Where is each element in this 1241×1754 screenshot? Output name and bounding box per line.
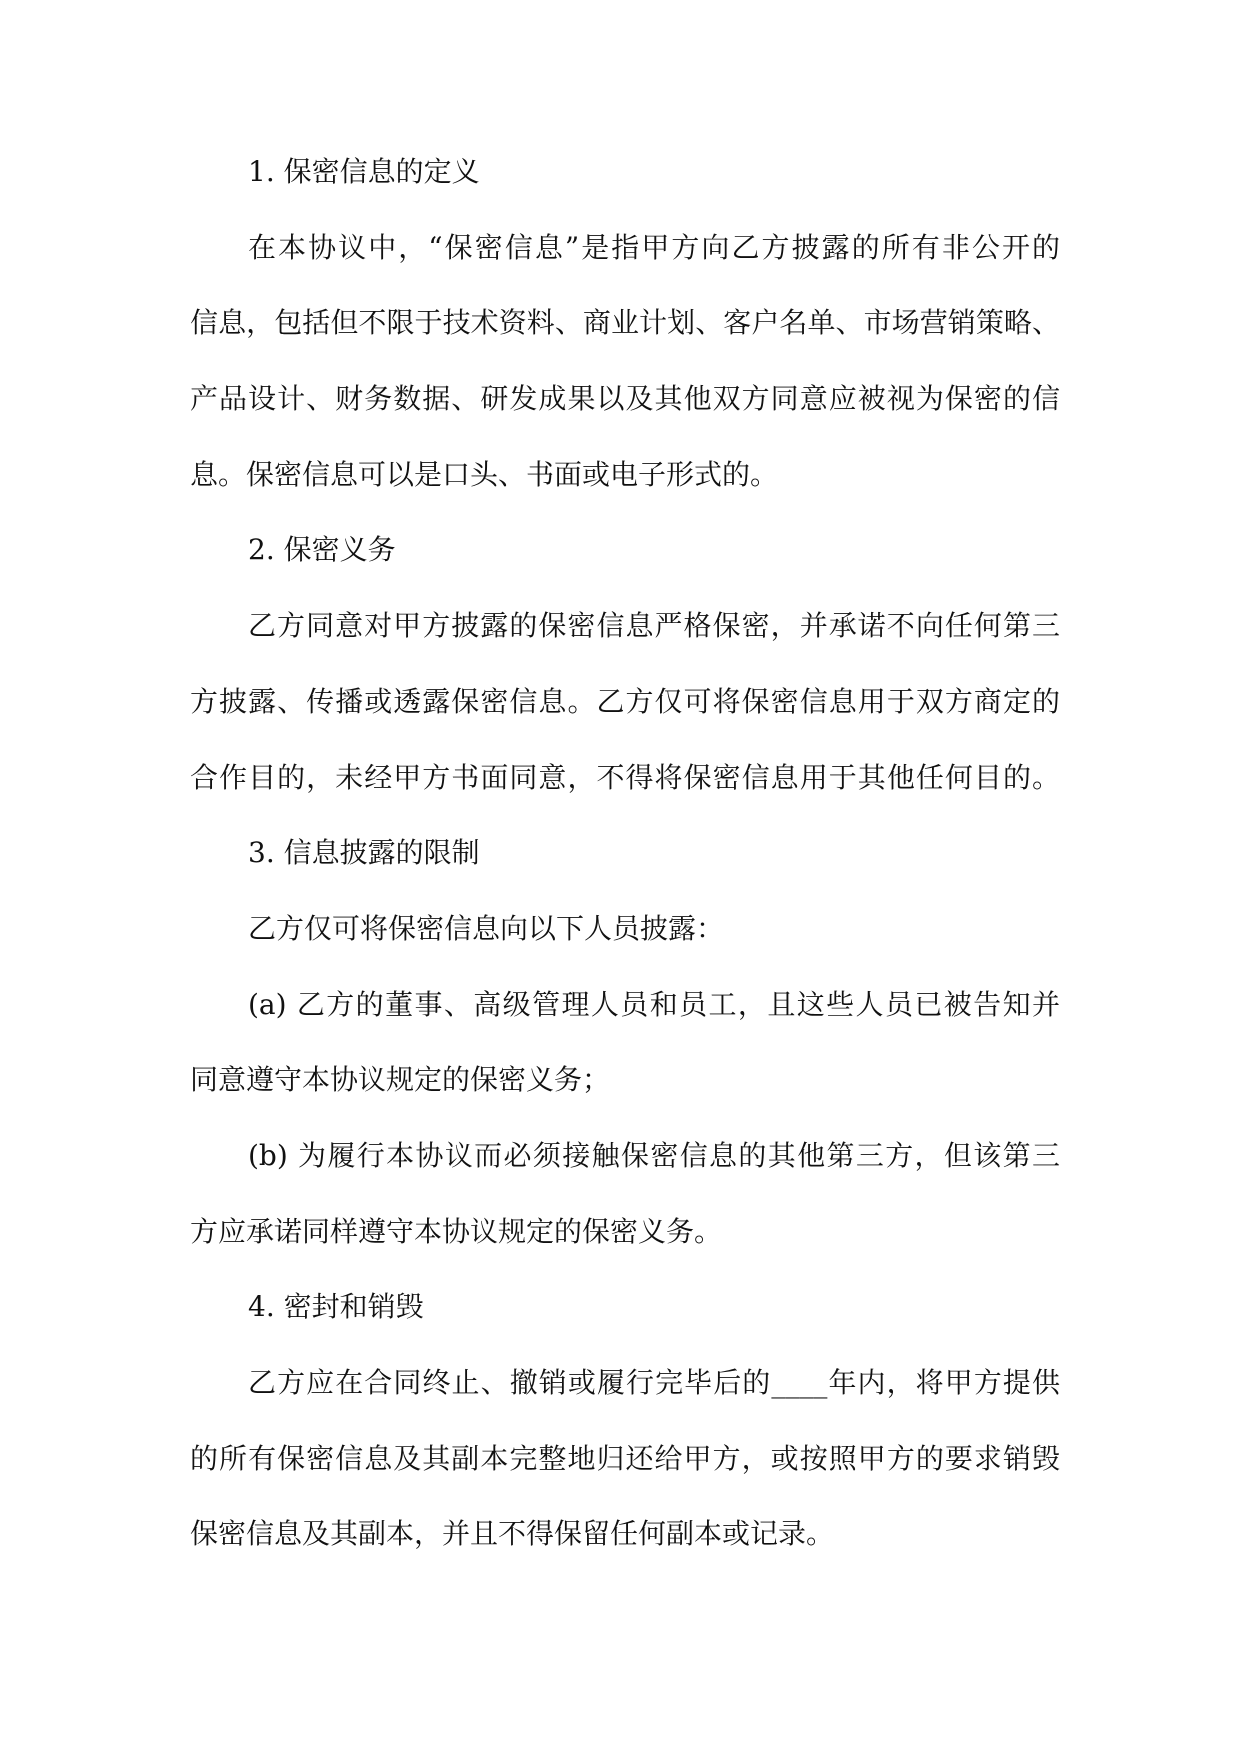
document-body bbox=[190, 142, 1060, 1580]
section-3-item-b-line: 方应承诺同样遵守本协议规定的保密义务。 bbox=[190, 1214, 723, 1248]
section-2-paragraph-line: 合作目的，未经甲方书面同意，不得将保密信息用于其他任何目的。 bbox=[190, 760, 1060, 794]
section-4-paragraph-line: 乙方应在合同终止、撤销或履行完毕后的____年内，将甲方提供 bbox=[248, 1366, 1060, 1399]
section-4-heading: 4. 密封和销毁 bbox=[248, 1290, 424, 1324]
section-2-paragraph-line: 方披露、传播或透露保密信息。乙方仅可将保密信息用于双方商定的 bbox=[190, 684, 1060, 718]
section-2-heading: 2. 保密义务 bbox=[248, 533, 396, 567]
section-3-paragraph-line: 乙方仅可将保密信息向以下人员披露： bbox=[248, 911, 725, 945]
section-1-paragraph-line: 产品设计、财务数据、研发成果以及其他双方同意应被视为保密的信 bbox=[190, 382, 1060, 416]
section-3-item-b-line: (b) 为履行本协议而必须接触保密信息的其他第三方，但该第三 bbox=[248, 1138, 1060, 1172]
section-3-item-a-line: 同意遵守本协议规定的保密义务； bbox=[190, 1063, 611, 1097]
section-1-paragraph-line: 在本协议中，“保密信息”是指甲方向乙方披露的所有非公开的 bbox=[248, 230, 1060, 264]
section-3-heading: 3. 信息披露的限制 bbox=[248, 836, 480, 870]
section-1-paragraph-line: 息。保密信息可以是口头、书面或电子形式的。 bbox=[190, 457, 779, 491]
section-4-paragraph-line: 保密信息及其副本，并且不得保留任何副本或记录。 bbox=[190, 1517, 835, 1551]
section-3-item-a-line: (a) 乙方的董事、高级管理人员和员工，且这些人员已被告知并 bbox=[248, 987, 1060, 1021]
section-1-paragraph-line: 信息，包括但不限于技术资料、商业计划、客户名单、市场营销策略、 bbox=[190, 306, 1060, 340]
section-2-paragraph-line: 乙方同意对甲方披露的保密信息严格保密，并承诺不向任何第三 bbox=[248, 609, 1060, 643]
section-1-heading: 1. 保密信息的定义 bbox=[248, 155, 480, 188]
section-4-paragraph-line: 的所有保密信息及其副本完整地归还给甲方，或按照甲方的要求销毁 bbox=[190, 1441, 1060, 1475]
